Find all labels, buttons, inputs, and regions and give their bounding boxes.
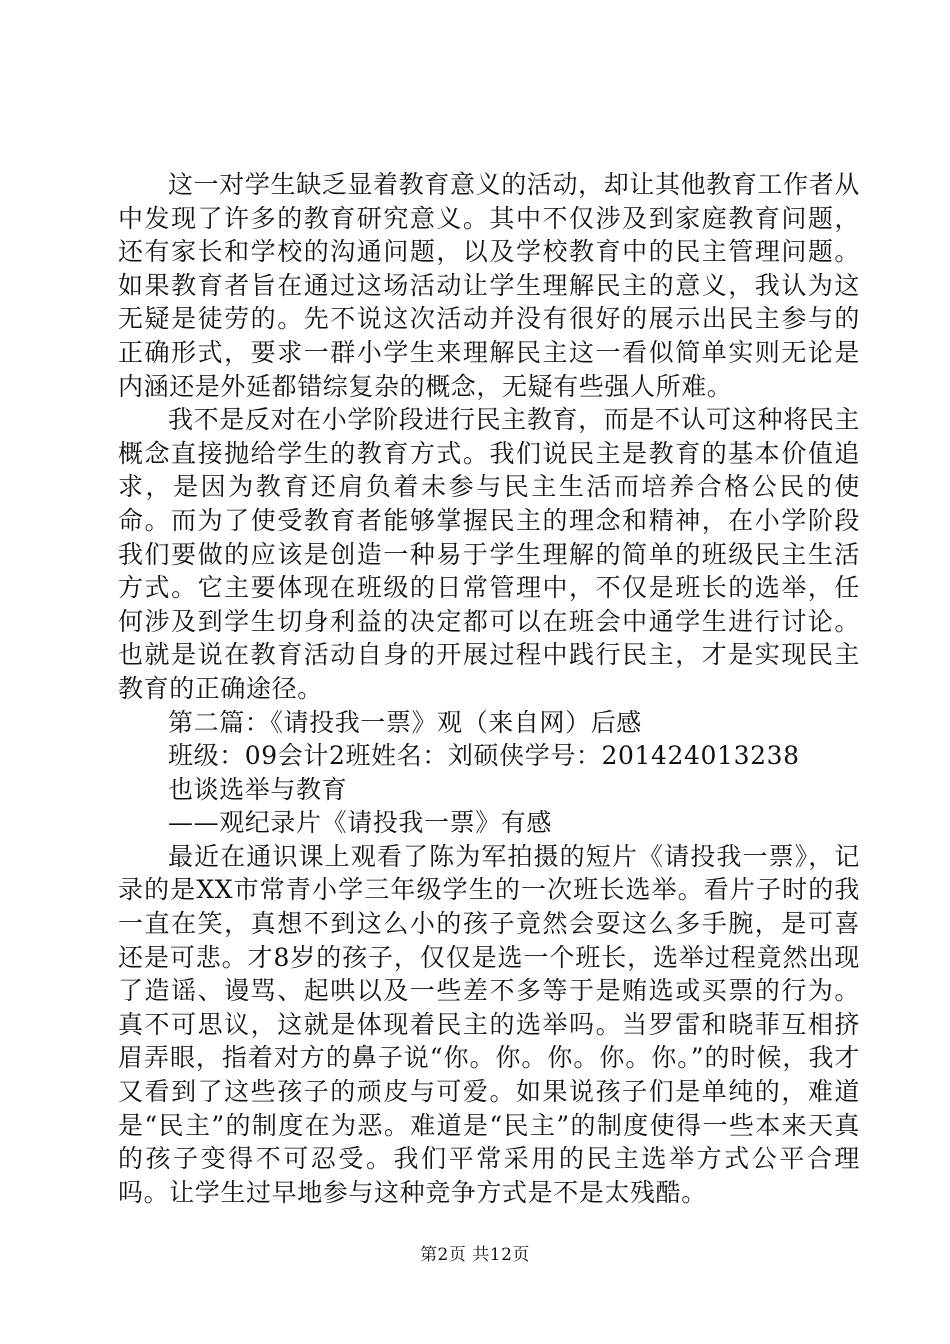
page-number: 第2页 共12页	[420, 1245, 530, 1265]
body-paragraph: 这一对学生缺乏显着教育意义的活动，却让其他教育工作者从中发现了许多的教育研究意义。其中不仅涉及到家庭教育问题，还有家长和学校的沟通问题，以及学校教育中的民主管理问题。如果教育者旨在通过这场活动让学生理解民主的意义，我认为这无疑是徒劳的。先不说这次活动并没有很好的展示出民主参与的正确形式，要求一群小学生来理解民主这一看似简单实则无论是内涵还是外延都错综复杂的概念，无疑有些强人所难。	[118, 170, 860, 401]
body-paragraph: 最近在通识课上观看了陈为军拍摄的短片《请投我一票》，记录的是XX市常青小学三年级学生的一次班长选举。看片子时的我一直在笑，真想不到这么小的孩子竟然会耍这么多手腕，是可喜还是可悲。才8岁的孩子，仅仅是选一个班长，选举过程竟然出现了造谣、谩骂、起哄以及一些差不多等于是贿选或买票的行为。真不可思议，这就是体现着民主的选举吗。当罗雷和晓菲互相挤眉弄眼，指着对方的鼻子说“你。你。你。你。你。”的时候，我才又看到了这些孩子的顽皮与可爱。如果说孩子们是单纯的，难道是“民主”的制度在为恶。难道是“民主”的制度使得一些本来天真的孩子变得不可忍受。我们平常采用的民主选举方式公平合理吗。让学生过早地参与这种竞争方式是不是太残酷。	[118, 841, 860, 1207]
page-footer	[0, 1245, 950, 1265]
author-info-line: 班级：09会计2班姓名：刘硕侠学号：201424013238	[168, 741, 800, 771]
section-heading: 第二篇：《请投我一票》观（来自网）后感	[168, 707, 642, 737]
essay-subtitle: ——观纪录片《请投我一票》有感	[168, 808, 553, 838]
document-body	[118, 168, 860, 1209]
essay-title: 也谈选举与教育	[168, 774, 348, 804]
body-paragraph: 我不是反对在小学阶段进行民主教育，而是不认可这种将民主概念直接抛给学生的教育方式。我们说民主是教育的基本价值追求，是因为教育还肩负着未参与民主生活而培养合格公民的使命。而为了使受教育者能够掌握民主的理念和精神，在小学阶段我们要做的应该是创造一种易于学生理解的简单的班级民主生活方式。它主要体现在班级的日常管理中，不仅是班长的选举，任何涉及到学生切身利益的决定都可以在班会中通学生进行讨论。也就是说在教育活动自身的开展过程中践行民主，才是实现民主教育的正确途径。	[118, 405, 860, 703]
